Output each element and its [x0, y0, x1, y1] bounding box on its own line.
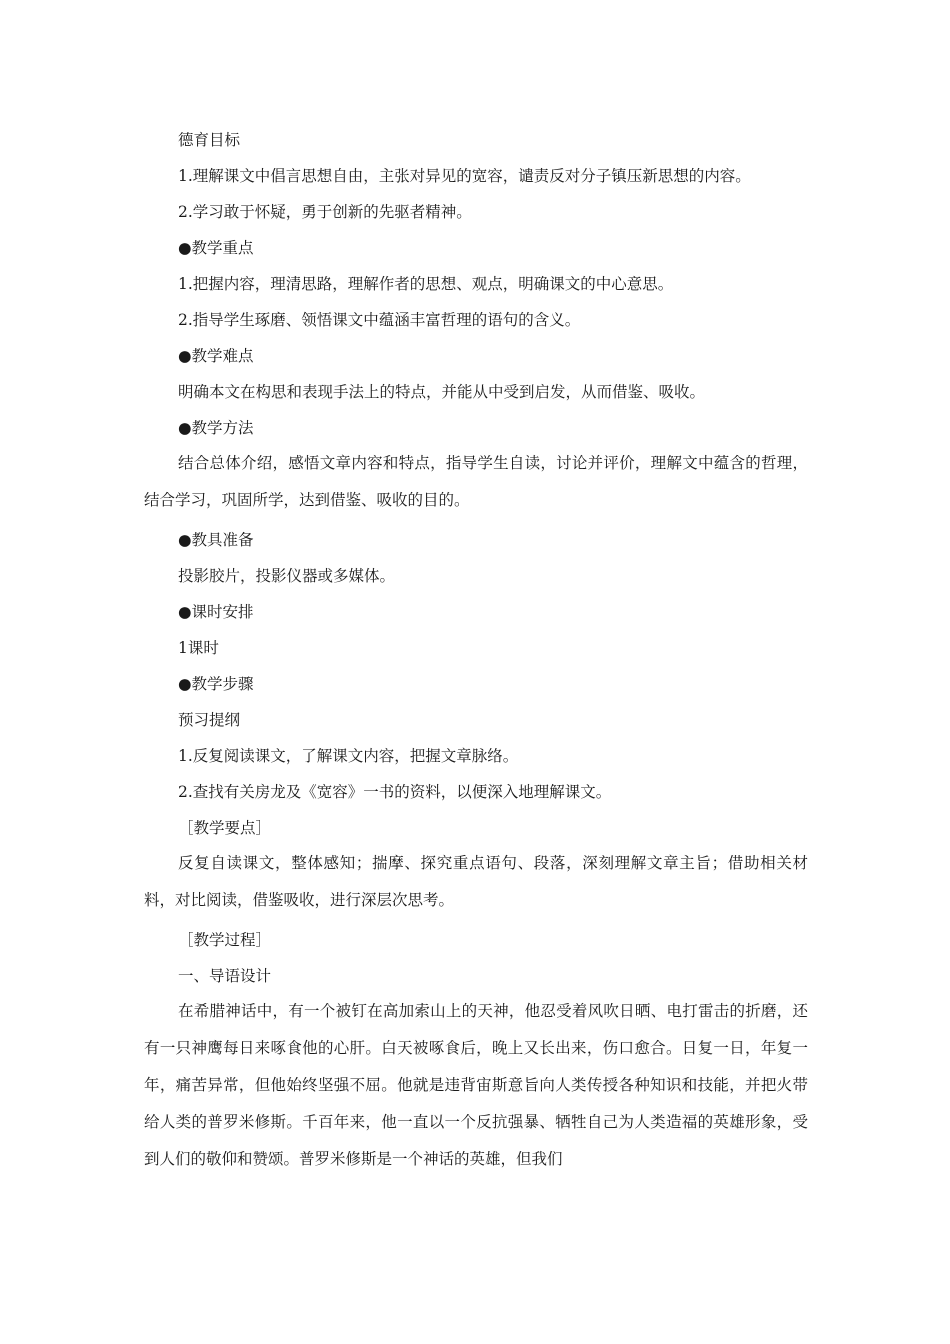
intro-heading: 一、导语设计 — [178, 967, 272, 985]
preview-item-2: 2.查找有关房龙及《宽容》一书的资料，以便深入地理解课文。 — [178, 783, 612, 801]
moral-goal-1: 1.理解课文中倡言思想自由，主张对异见的宽容，谴责反对分子镇压新思想的内容。 — [178, 167, 751, 185]
key-point-2: 2.指导学生琢磨、领悟课文中蕴涵丰富哲理的语句的含义。 — [178, 311, 581, 329]
process-heading: ［教学过程］ — [178, 931, 272, 949]
schedule-text: 1课时 — [178, 639, 219, 657]
difficulties-heading: ●教学难点 — [178, 347, 254, 365]
key-points-heading: ●教学重点 — [178, 239, 254, 257]
essentials-text: 反复自读课文，整体感知；揣摩、探究重点语句、段落，深刻理解文章主旨；借助相关材料，对比阅读，借鉴吸收，进行深层次思考。 — [144, 854, 808, 909]
preview-item-1: 1.反复阅读课文，了解课文内容，把握文章脉络。 — [178, 747, 519, 765]
moral-goals-heading: 德育目标 — [178, 131, 241, 149]
intro-text: 在希腊神话中，有一个被钉在高加索山上的天神，他忍受着风吹日晒、电打雷击的折磨，还有一只神鹰每日来啄食他的心肝。白天被啄食后，晚上又长出来，伤口愈合。日复一日，年复一年，痛苦异常，但他始终坚强不屈。他就是违背宙斯意旨向人类传授各种知识和技能，并把火带给人类的普罗米修斯。千百年来，他一直以一个反抗强暴、牺牲自己为人类造福的英雄形象，受到人们的敬仰和赞颂。普罗米修斯是一个神话的英雄，但我们 — [144, 1002, 808, 1168]
moral-goal-2: 2.学习敢于怀疑，勇于创新的先驱者精神。 — [178, 203, 472, 221]
steps-heading: ●教学步骤 — [178, 675, 254, 693]
schedule-heading: ●课时安排 — [178, 603, 254, 621]
essentials-heading: ［教学要点］ — [178, 819, 272, 837]
key-point-1: 1.把握内容，理清思路，理解作者的思想、观点，明确课文的中心意思。 — [178, 275, 674, 293]
tools-text: 投影胶片，投影仪器或多媒体。 — [178, 567, 396, 585]
difficulties-text: 明确本文在构思和表现手法上的特点，并能从中受到启发，从而借鉴、吸收。 — [178, 383, 706, 401]
tools-heading: ●教具准备 — [178, 531, 254, 549]
preview-heading: 预习提纲 — [178, 711, 241, 729]
methods-heading: ●教学方法 — [178, 419, 254, 437]
methods-text: 结合总体介绍，感悟文章内容和特点，指导学生自读，讨论并评价，理解文中蕴含的哲理，结合学习，巩固所学，达到借鉴、吸收的目的。 — [144, 454, 808, 509]
